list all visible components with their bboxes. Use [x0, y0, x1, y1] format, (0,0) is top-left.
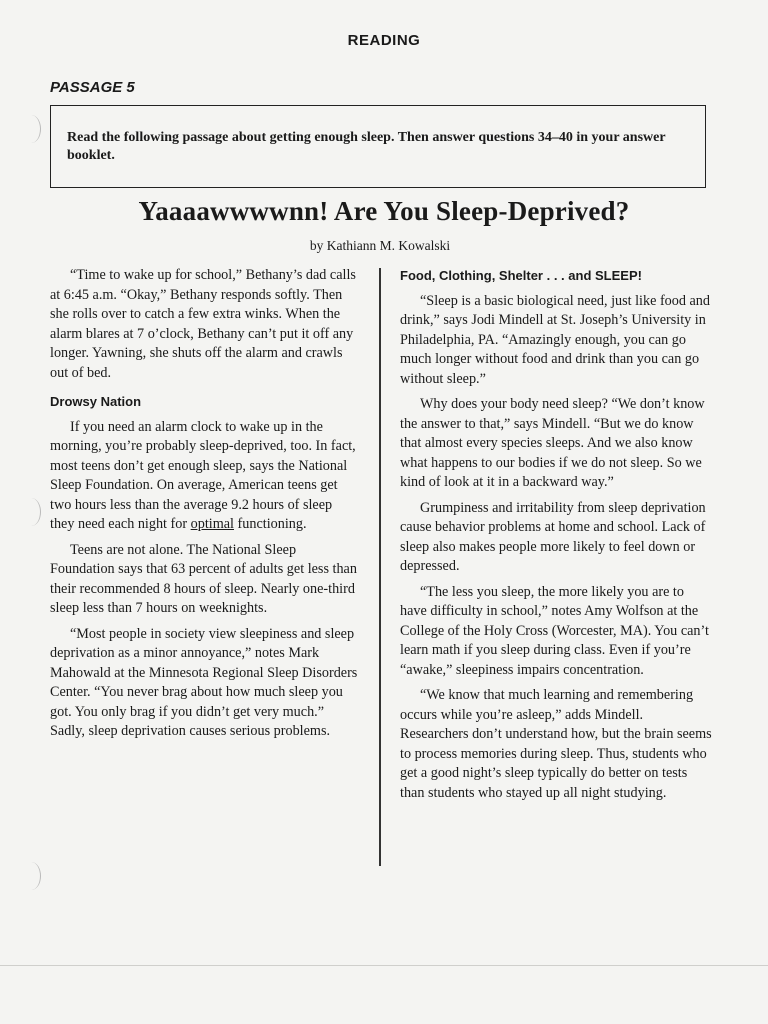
column-divider — [379, 268, 381, 866]
paragraph: “The less you sleep, the more likely you are to have difficulty in school,” notes Amy Wolfson at the College of the Holy Cross (Worcester, MA). You can’t learn math if you sleep during class. Even if you’re “awake,” sleepiness impairs concentration. — [400, 583, 709, 678]
paragraph: “Time to wake up for school,” Bethany’s dad calls at 6:45 a.m. “Okay,” Bethany responds softly. Then she rolls over to catch a few extra winks. When the alarm blares at 7 o’clock, Bethany can’t put it off any longer. Yawning, she shuts off the alarm and crawls out of bed. — [50, 267, 356, 381]
binder-hole — [22, 498, 41, 526]
right-column — [400, 266, 712, 809]
paragraph-text: functioning. — [234, 516, 307, 532]
paragraph — [50, 418, 360, 535]
paragraph: “Most people in society view sleepiness and sleep deprivation as a minor annoyance,” notes Mark Mahowald at the Minnesota Regional Sleep Disorders Center. “You never brag about how much sleep you got. You only brag if you didn’t get very much.” Sadly, sleep deprivation causes serious problems. — [50, 625, 358, 739]
left-column — [50, 266, 360, 748]
article-title: Yaaaawwwwnn! Are You Sleep-Deprived? — [138, 196, 630, 226]
binder-hole — [22, 115, 41, 143]
page-edge-line — [0, 965, 768, 966]
section-heading: Drowsy Nation — [50, 394, 142, 409]
paragraph: Grumpiness and irritability from sleep deprivation cause behavior problems at home and school. Lack of sleep also makes people more likely to feel down or depressed. — [400, 499, 706, 574]
passage-label: PASSAGE 5 — [50, 79, 135, 96]
paragraph: “We know that much learning and remembering occurs while you’re asleep,” adds Mindell. Researchers don’t understand how, but the brain seems to process memories during sleep. Thus, students who get a good night’s sleep typically do better on tests than students who stayed up all night studying. — [400, 687, 712, 801]
paragraph-text: If you need an alarm clock to wake up in the morning, you’re probably sleep-deprived, too. In fact, most teens don’t get enough sleep, says the National Sleep Foundation. On average, American teens get two hours less than the average 9.2 hours of sleep they need each night for — [50, 418, 356, 532]
paragraph: Why does your body need sleep? “We don’t know the answer to that,” says Mindell. “But we do know that almost every species sleeps. And we also know what happens to our bodies if we do not sleep. So we kind of look at it in a backward way.” — [400, 396, 705, 490]
paragraph: “Sleep is a basic biological need, just like food and drink,” says Jodi Mindell at St. Joseph’s University in Philadelphia, PA. “Amazingly enough, you can go much longer without food and drink than you can go without sleep.” — [400, 292, 710, 387]
instructions-text: Read the following passage about getting enough sleep. Then answer questions 34–40 in your answer booklet. — [67, 130, 666, 163]
section-heading: Food, Clothing, Shelter . . . and SLEEP! — [400, 268, 642, 283]
paragraph: Teens are not alone. The National Sleep Foundation says that 63 percent of adults get less than their recommended 8 hours of sleep. Nearly one-third sleep less than 7 hours on weeknights. — [50, 541, 357, 616]
binder-hole — [22, 862, 41, 890]
section-header: READING — [347, 32, 421, 49]
byline: by Kathiann M. Kowalski — [309, 238, 451, 253]
underlined-word: optimal — [190, 516, 234, 532]
instructions-box — [50, 105, 706, 188]
